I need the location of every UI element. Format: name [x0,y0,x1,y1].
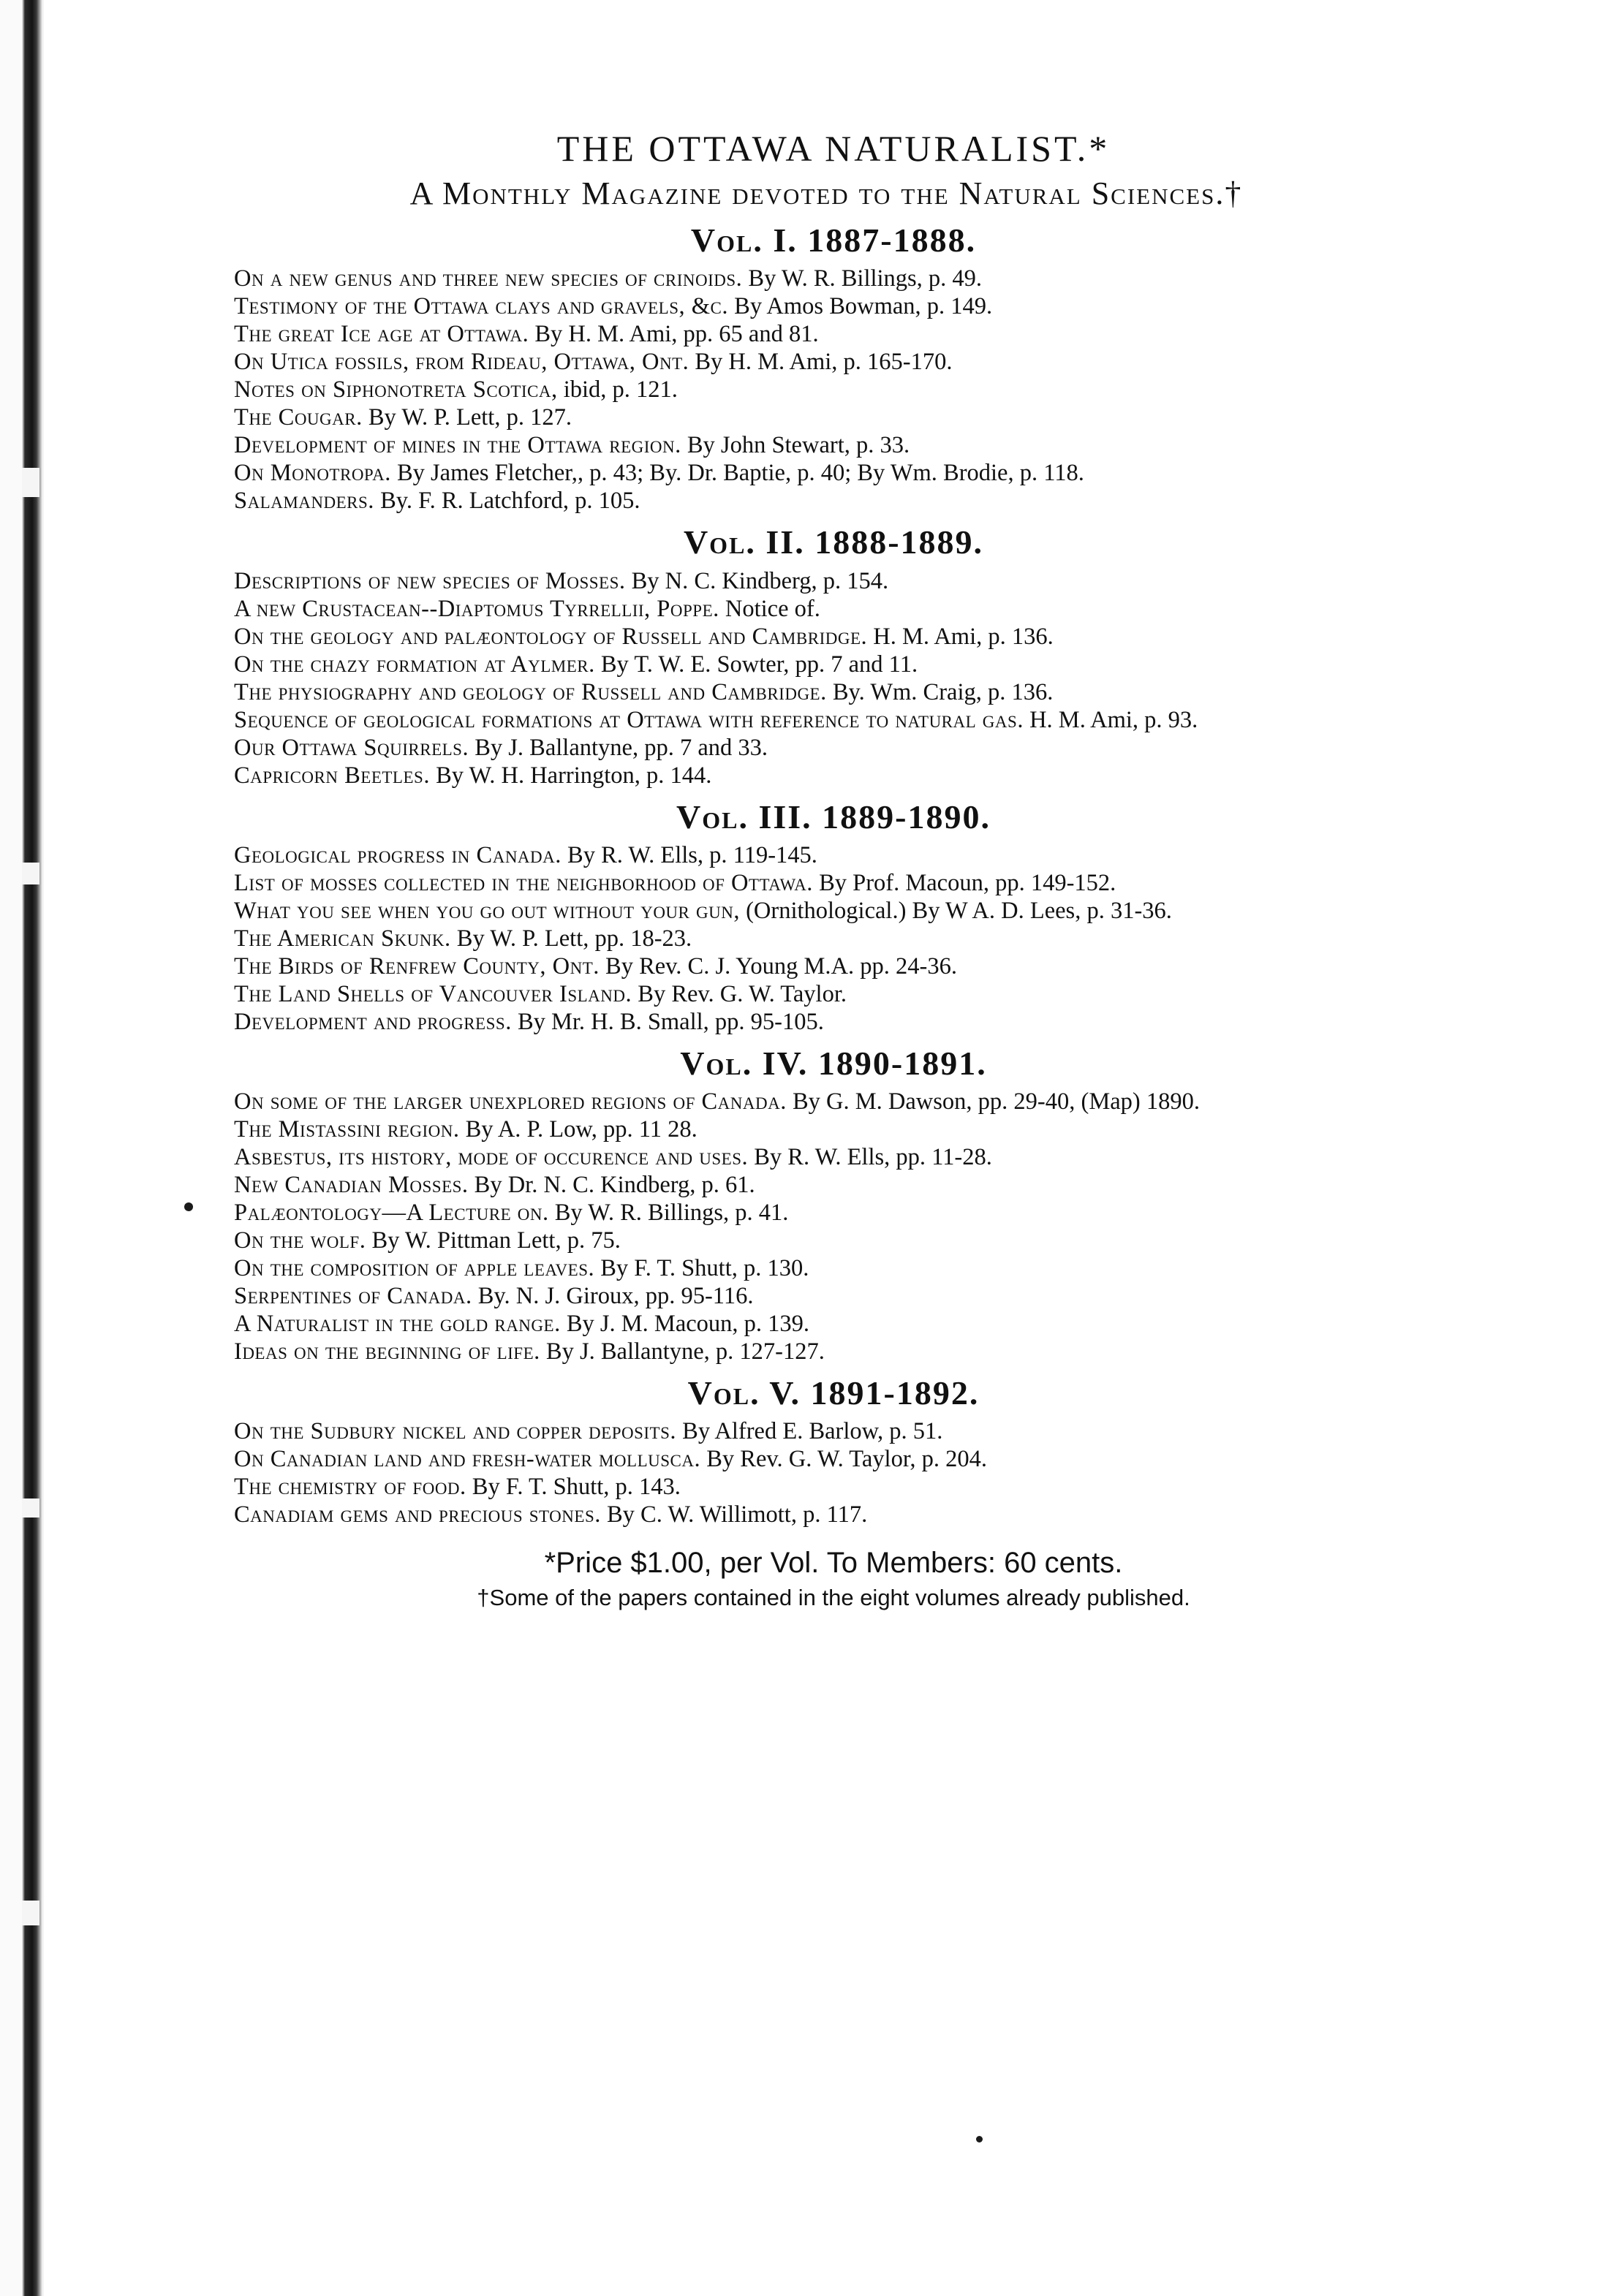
article-author-pages: By Rev. C. J. Young M.A. pp. 24-36. [599,952,957,980]
article-entry [234,1088,1389,1115]
article-author-pages: By H. M. Ami, p. 165-170. [689,349,953,376]
article-entry [234,841,1389,869]
article-entry [234,567,1389,595]
article-entry [234,1227,1389,1254]
article-title: On a new genus and three new species of crinoids. [234,265,743,292]
article-title: Geological progress in Canada. [234,841,562,868]
article-entry [234,1501,1389,1528]
article-entry [234,320,1389,348]
article-title: Notes on Siphonotreta Scotica, [234,376,558,403]
article-title: Development and progress. [234,1008,512,1035]
article-title: On the composition of apple leaves. [234,1255,595,1282]
article-author-pages: H. M. Ami, p. 93. [1023,706,1198,733]
volume-heading: Vol. II. 1888-1889. [683,523,984,561]
article-title: Salamanders. [234,488,374,515]
volume-heading: Vol. IV. 1890-1891. [680,1044,987,1082]
article-title: New Canadian Mosses. [234,1172,469,1199]
article-entry [234,595,1389,623]
article-title: On Monotropa. [234,460,391,487]
article-author-pages: By Dr. N. C. Kindberg, p. 61. [468,1172,755,1199]
article-entry [234,292,1389,320]
article-entry [234,487,1389,515]
volume-section [234,1043,1389,1365]
article-title: Asbestus, its history, mode of occurence and uses. [234,1144,749,1171]
volume-section [234,1373,1389,1528]
article-entry [234,1254,1389,1282]
article-title: On the geology and palæontology of Russell and Cambridge. [234,623,868,650]
article-title: On the chazy formation at Aylmer. [234,651,595,678]
article-list [234,1417,1389,1528]
article-entry [234,348,1389,376]
article-author-pages: By R. W. Ells, pp. 11-28. [748,1144,992,1171]
article-entry [234,623,1389,651]
footnote: †Some of the papers contained in the eight volumes already published. [477,1585,1190,1611]
article-title: List of mosses collected in the neighborhood of Ottawa. [234,869,813,896]
article-title: Serpentines of Canada. [234,1283,472,1310]
article-title: The chemistry of food. [234,1474,466,1501]
article-title: Development of mines in the Ottawa region. [234,432,681,459]
article-title: The physiography and geology of Russell and Cambridge. [234,678,827,705]
article-list [234,1088,1389,1365]
article-author-pages: By J. Ballantyne, p. 127-127. [540,1338,825,1365]
article-title: Descriptions of new species of Mosses. [234,567,626,594]
volume-list [234,220,1389,1528]
article-entry [234,897,1389,925]
article-author-pages: By R. W. Ells, p. 119-145. [561,841,817,868]
article-author-pages: By W. H. Harrington, p. 144. [429,762,712,789]
article-author-pages: By Mr. H. B. Small, pp. 95-105. [511,1008,824,1035]
article-entry [234,1417,1389,1445]
article-author-pages: By W. P. Lett, pp. 18-23. [450,925,692,952]
article-author-pages: By Alfred E. Barlow, p. 51. [676,1418,943,1445]
article-title: A Naturalist in the gold range. [234,1311,561,1338]
article-title: The Cougar. [234,404,363,431]
article-title: The American Skunk. [234,925,451,952]
page-subtitle: A Monthly Magazine devoted to the Natural Sciences.† [409,175,1243,211]
volume-heading: Vol. I. 1887-1888. [690,221,977,259]
article-author-pages: By Amos Bowman, p. 149. [728,293,993,320]
article-title: On some of the larger unexplored regions of Canada. [234,1088,787,1115]
article-entry [234,1199,1389,1227]
article-entry [234,762,1389,789]
article-entry [234,1008,1389,1036]
article-entry [234,651,1389,678]
book-binding-edge [0,0,44,2296]
article-entry [234,706,1389,734]
article-title: The Birds of Renfrew County, Ont. [234,952,600,980]
article-entry [234,459,1389,487]
article-author-pages: By W. R. Billings, p. 49. [742,265,983,292]
article-entry [234,1445,1389,1473]
article-title: Palæontology—A Lecture on. [234,1200,549,1227]
article-title: On Canadian land and fresh-water mollusca. [234,1446,701,1473]
article-author-pages: ibid, p. 121. [557,376,678,403]
article-title: Our Ottawa Squirrels. [234,734,469,761]
article-entry [234,1473,1389,1501]
article-author-pages: By James Fletcher,, p. 43; By. Dr. Baptie, p. 40; By Wm. Brodie, p. 118. [390,460,1084,487]
article-title: On Utica fossils, from Rideau, Ottawa, Ont. [234,349,689,376]
article-author-pages: By John Stewart, p. 33. [681,432,910,459]
article-author-pages: By W. R. Billings, p. 41. [548,1200,789,1227]
article-entry [234,1310,1389,1338]
article-author-pages: H. M. Ami, p. 136. [867,623,1054,650]
article-entry [234,403,1389,431]
article-title: Testimony of the Ottawa clays and gravels, &c. [234,293,729,320]
article-author-pages: By C. W. Willimott, p. 117. [600,1501,868,1528]
article-title: The Mistassini region. [234,1116,460,1143]
article-author-pages: By W. P. Lett, p. 127. [362,404,572,431]
article-title: On the Sudbury nickel and copper deposits. [234,1418,677,1445]
article-author-pages: By H. M. Ami, pp. 65 and 81. [529,321,819,348]
ink-speck [184,1202,193,1211]
article-title: Sequence of geological formations at Ottawa with reference to natural gas. [234,706,1024,733]
article-list [234,841,1389,1036]
article-entry [234,1282,1389,1310]
article-author-pages: By W. Pittman Lett, p. 75. [366,1227,621,1254]
article-author-pages: By F. T. Shutt, p. 143. [466,1474,681,1501]
price-line: *Price $1.00, per Vol. To Members: 60 cents. [544,1547,1123,1580]
article-author-pages: By G. M. Dawson, pp. 29-40, (Map) 1890. [786,1088,1200,1115]
article-entry [234,376,1389,403]
article-author-pages: By. F. R. Latchford, p. 105. [374,488,640,515]
article-title: On the wolf. [234,1227,366,1254]
article-entry [234,925,1389,952]
article-entry [234,1338,1389,1365]
volume-section [234,220,1389,515]
article-entry [234,1143,1389,1171]
article-entry [234,869,1389,897]
article-author-pages: (Ornithological.) By W A. D. Lees, p. 31-36. [739,897,1172,924]
article-author-pages: By N. C. Kindberg, p. 154. [625,567,889,594]
article-title: Capricorn Beetles. [234,762,430,789]
page-body [234,128,1389,1611]
article-author-pages: Notice of. [719,595,820,622]
article-title: A new Crustacean--Diaptomus Tyrrellii, Poppe. [234,595,719,622]
article-author-pages: By. Wm. Craig, p. 136. [826,678,1054,705]
ink-speck [976,2136,983,2142]
volume-heading: Vol. V. 1891-1892. [687,1374,980,1412]
article-entry [234,431,1389,459]
article-title: Canadiam gems and precious stones. [234,1501,601,1528]
article-author-pages: By J. M. Macoun, p. 139. [560,1311,810,1338]
article-author-pages: By Rev. G. W. Taylor. [632,980,847,1007]
article-entry [234,952,1389,980]
article-author-pages: By Prof. Macoun, pp. 149-152. [812,869,1116,896]
article-title: Ideas on the beginning of life. [234,1338,540,1365]
article-entry [234,980,1389,1008]
article-list [234,265,1389,515]
volume-section [234,522,1389,789]
article-title: The Land Shells of Vancouver Island. [234,980,632,1007]
article-title: The great Ice age at Ottawa. [234,321,529,348]
article-list [234,567,1389,789]
article-author-pages: By J. Ballantyne, pp. 7 and 33. [469,734,768,761]
article-author-pages: By T. W. E. Sowter, pp. 7 and 11. [594,651,918,678]
article-author-pages: By F. T. Shutt, p. 130. [594,1255,809,1282]
article-title: What you see when you go out without your gun, [234,897,740,924]
page-title: THE OTTAWA NATURALIST.* [556,128,1111,169]
article-author-pages: By. N. J. Giroux, pp. 95-116. [472,1283,754,1310]
article-entry [234,1171,1389,1199]
article-entry [234,734,1389,762]
article-entry [234,265,1389,292]
volume-heading: Vol. III. 1889-1890. [676,797,991,836]
article-entry [234,1115,1389,1143]
article-entry [234,678,1389,706]
article-author-pages: By A. P. Low, pp. 11 28. [459,1116,698,1143]
article-author-pages: By Rev. G. W. Taylor, p. 204. [700,1446,987,1473]
volume-section [234,797,1389,1036]
